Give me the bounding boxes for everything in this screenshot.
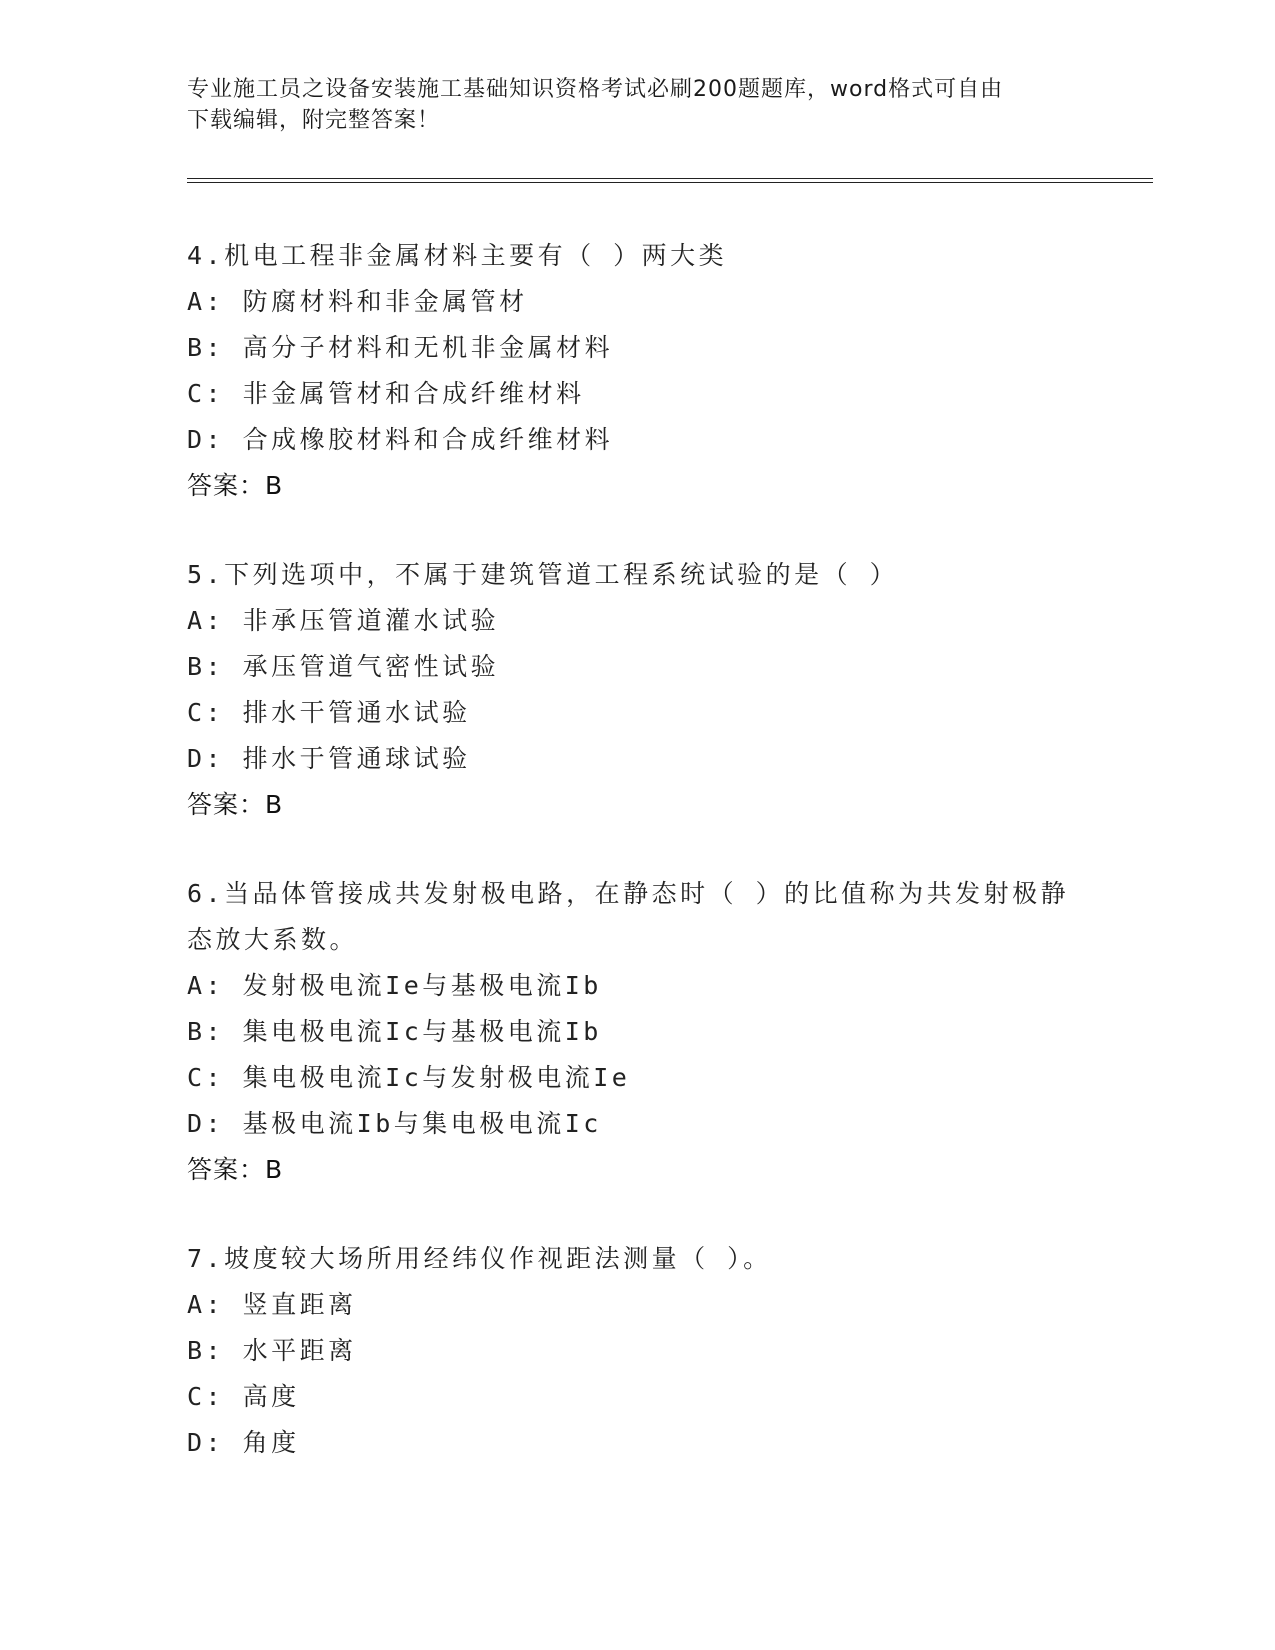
question-stem: 7.坡度较大场所用经纬仪作视距法测量（ ）。 bbox=[187, 1244, 772, 1273]
answer-line: 答案：B bbox=[187, 1155, 284, 1184]
option-a: A: 发射极电流Ie与基极电流Ib bbox=[187, 971, 602, 1000]
question-stem: 4.机电工程非金属材料主要有（ ）两大类 bbox=[187, 241, 728, 270]
option-a: A: 竖直距离 bbox=[187, 1290, 357, 1319]
document-header bbox=[187, 74, 1087, 136]
option-d: D: 合成橡胶材料和合成纤维材料 bbox=[187, 425, 614, 454]
answer-line: 答案：B bbox=[187, 790, 284, 819]
header-line-1: 专业施工员之设备安装施工基础知识资格考试必刷200题题库，word格式可自由 bbox=[187, 77, 1004, 102]
option-d: D: 基极电流Ib与集电极电流Ic bbox=[187, 1109, 602, 1138]
option-a: A: 非承压管道灌水试验 bbox=[187, 606, 500, 635]
question-stem: 5.下列选项中，不属于建筑管道工程系统试验的是（ ） bbox=[187, 560, 899, 589]
option-a: A: 防腐材料和非金属管材 bbox=[187, 287, 528, 316]
option-d: D: 角度 bbox=[187, 1428, 300, 1457]
header-divider-top bbox=[187, 178, 1153, 179]
option-c: C: 排水干管通水试验 bbox=[187, 698, 471, 727]
question-5 bbox=[187, 552, 1087, 828]
option-b: B: 承压管道气密性试验 bbox=[187, 652, 500, 681]
option-c: C: 高度 bbox=[187, 1382, 300, 1411]
question-stem-line-1: 6.当品体管接成共发射极电路，在静态时（ ）的比值称为共发射极静 bbox=[187, 879, 1070, 908]
question-7 bbox=[187, 1236, 1087, 1466]
header-line-2: 下载编辑，附完整答案！ bbox=[187, 108, 441, 133]
option-b: B: 水平距离 bbox=[187, 1336, 357, 1365]
option-d: D: 排水于管通球试验 bbox=[187, 744, 471, 773]
question-6 bbox=[187, 871, 1087, 1193]
question-4 bbox=[187, 233, 1087, 509]
answer-line: 答案：B bbox=[187, 471, 284, 500]
question-stem-line-2: 态放大系数。 bbox=[187, 925, 359, 954]
option-c: C: 集电极电流Ic与发射极电流Ie bbox=[187, 1063, 631, 1092]
header-divider-bottom bbox=[187, 182, 1153, 183]
option-b: B: 高分子材料和无机非金属材料 bbox=[187, 333, 614, 362]
option-c: C: 非金属管材和合成纤维材料 bbox=[187, 379, 585, 408]
option-b: B: 集电极电流Ic与基极电流Ib bbox=[187, 1017, 602, 1046]
